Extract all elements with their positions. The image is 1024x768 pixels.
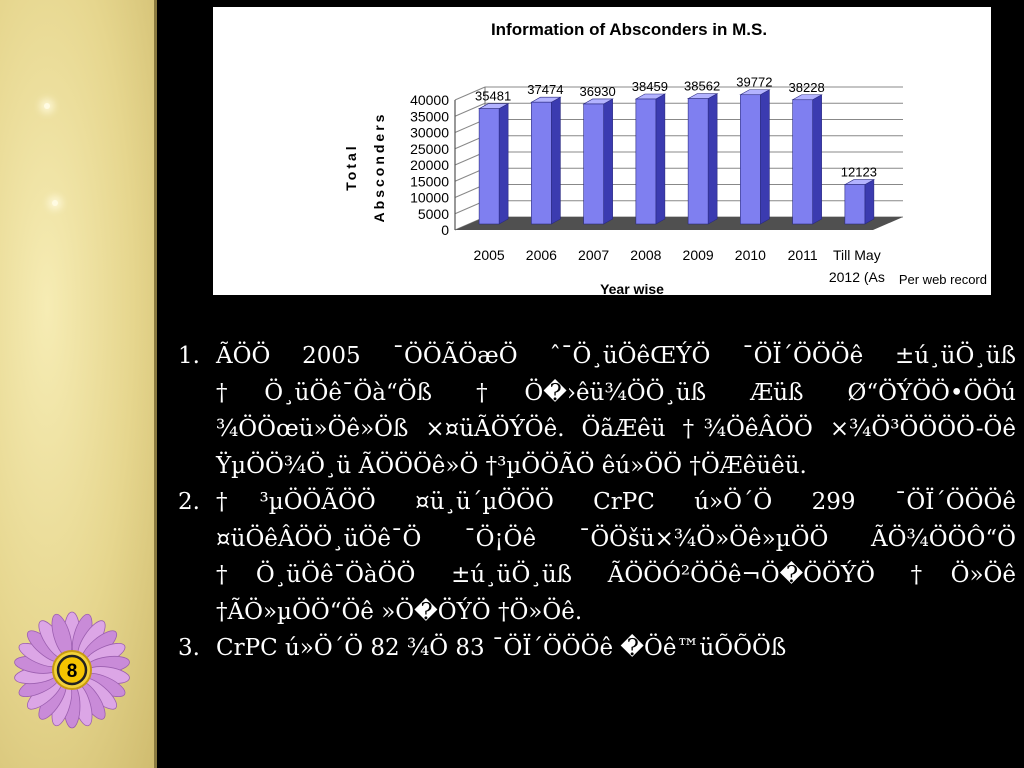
y-tick-label: 20000 [410,157,449,173]
y-tick-label: 10000 [410,189,449,206]
y-tick-label: 40000 [410,92,449,108]
bar [479,109,499,224]
bar-side [656,94,665,224]
flower-icon [12,610,132,730]
y-tick-label: 5000 [417,205,449,222]
y-axis-label: Absconders [371,111,387,223]
slide-body [178,338,1016,667]
list-item [178,484,1016,630]
bar [584,104,604,224]
bar [636,99,656,224]
bar-value-label: 35481 [475,88,512,104]
bar-value-label: 38228 [788,79,825,95]
bar [740,95,760,224]
bar-value-label: 12123 [840,164,877,180]
list-item-text: CrPC ú»Ö´Ö 82 ¾Ö 83 ¯ÖÏ´ÖÖÖê �Öê™üÕÕÖß [216,635,787,661]
list-item [178,630,1016,667]
y-tick-label: 0 [441,222,449,238]
y-axis-label: Total [343,143,359,191]
bar-side [813,95,822,224]
x-tick-label: 2008 [630,247,662,263]
chart-floor [455,217,903,230]
bar-value-label: 38562 [684,78,721,94]
sparkle-decoration [52,200,58,206]
list-item-text: ÃÖÖ 2005 ¯ÖÖÃÖæÖ ˆ¯Ö¸üÖêŒÝÖ ¯ÖÏ´ÖÖÖê ±ú¸üÖ¸üß †Ö¸üÖê¯Öà“Öß †Ö�›êü¾ÖÖ¸üß Æüß Ø“ÖÝÖÖ•ÖÖú ¾ÖÖœü»Öê»Öß ×¤üÃÖÝÖê. ÖãÆêü †¾ÖêÂÖÖ ×¾Ö³ÖÖÖÖ-Öê ŸµÖÖ¾Ö¸ü ÃÖÖÖê»Ö †³µÖÖÃÖ êú»ÖÖ †ÖÆêüêü. [216,343,1016,479]
y-tick-label: 25000 [410,140,449,157]
bar-chart [213,7,991,295]
bar-side [551,97,560,224]
bar [845,185,865,224]
y-tick-label: 35000 [410,108,449,125]
x-tick-label: 2010 [734,247,766,263]
decorative-side-panel [0,0,157,768]
bar-value-label: 38459 [631,79,668,95]
list-item [178,338,1016,484]
bar-value-label: 39772 [736,74,773,90]
points-list [178,338,1016,667]
x-tick-label: 2007 [578,247,610,263]
x-axis-label: Year wise [600,281,664,295]
absconders-chart [213,7,991,295]
y-tick-label: 15000 [410,173,449,190]
x-tick-label: Till May [833,247,881,263]
x-tick-label: 2009 [682,247,714,263]
bar-value-label: 37474 [527,82,564,98]
y-tick-label: 30000 [410,124,449,141]
x-tick-label: 2011 [787,247,818,263]
bar [688,99,708,224]
bar-value-label: 36930 [579,83,616,99]
bar [531,102,551,224]
list-item-text: †³µÖÖÃÖÖ ¤ü¸ü´µÖÖÖ CrPC ú»Ö´Ö 299 ¯ÖÏ´ÖÖÖê ¤üÖêÂÖÖ¸üÖê¯Ö ¯Ö¡Öê ¯ÖÖšü×¾Ö»Öê»µÖÖ ÃÖ¾ÖÖÔ“Ö †Ö¸üÖê¯ÖàÖÖ ±ú¸üÖ¸üß ÃÖÖÓ²ÖÖê¬Ö�ÖÖÝÖ †Ö»Öê †ÃÖ»µÖÖ“Öê »Ö�ÖÝÖ †Ö»Öê. [216,489,1016,625]
list-item-number: 2. [178,489,200,515]
bar-side [760,90,769,224]
x-tick-label: 2012 (As [828,269,885,285]
bar-side [865,180,874,224]
bar-side [708,94,717,224]
panel-edge [154,0,157,768]
list-item-number: 3. [178,635,200,661]
page-number: 8 [66,661,78,682]
web-record-note: Per web record [898,272,987,287]
x-tick-label: 2005 [473,247,505,263]
bar-side [604,99,613,224]
chart-title: Information of Absconders in M.S. [490,20,768,39]
sparkle-decoration [44,103,50,109]
list-item-number: 1. [178,343,200,369]
bar [793,100,813,224]
bar-side [499,104,508,224]
x-tick-label: 2006 [525,247,557,263]
